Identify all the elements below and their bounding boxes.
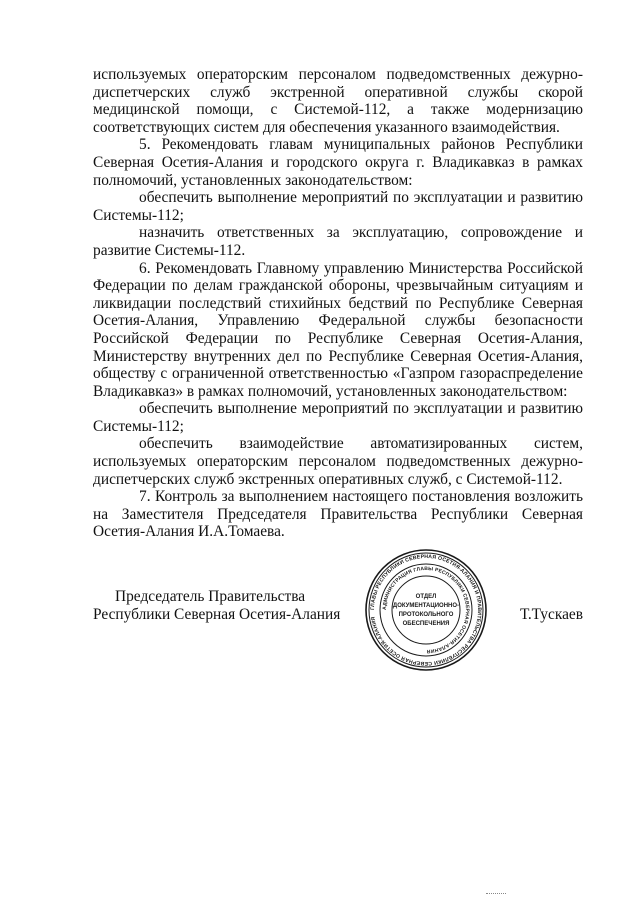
official-seal-stamp xyxy=(364,548,488,672)
seal-inner-text: АДМИНИСТРАЦИЯ ГЛАВЫ РЕСПУБЛИКИ СЕВЕРНАЯ ОСЕТИЯ-АЛАНИЯ xyxy=(381,565,471,655)
paragraph-item-5-sub-2: назначить ответственных за эксплуатацию, сопровождение и развитие Системы-112. xyxy=(93,224,583,259)
signatory-title-line-1: Председатель Правительства xyxy=(115,588,306,605)
document-body xyxy=(93,66,583,541)
seal-center-line-4: ОБЕСПЕЧЕНИЯ xyxy=(402,621,450,627)
seal-inner-ring xyxy=(392,576,460,644)
paragraph-item-5-sub-1: обеспечить выполнение мероприятий по эксплуатации и развитию Системы-112; xyxy=(93,189,583,224)
signatory-title xyxy=(93,588,340,623)
seal-outer-text: ГЛАВЫ РЕСПУБЛИКИ СЕВЕРНАЯ ОСЕТИЯ-АЛАНИЯ И ПРАВИТЕЛЬСТВА РЕСПУБЛИКИ СЕВЕРНАЯ ОСЕТИЯ-АЛАНИЯ xyxy=(369,553,483,667)
paragraph-continuation: используемых операторским персоналом подведомственных дежурно-диспетчерских служб экстренной оперативной службы скорой медицинской помощи, с Системой-112, а также модернизацию соответствующих систем для обеспечения указанного взаимодействия. xyxy=(93,66,583,136)
seal-center-line-1: ОТДЕЛ xyxy=(415,594,437,600)
seal-center-line-3: ПРОТОКОЛЬНОГО xyxy=(398,612,454,618)
paragraph-item-6-sub-2: обеспечить взаимодействие автоматизированных систем, используемых операторским персоналом подведомственных дежурно-диспетчерских служб экстренных оперативных служб, с Системой-112. xyxy=(93,435,583,488)
signature-block xyxy=(93,588,583,648)
paragraph-item-5: 5. Рекомендовать главам муниципальных районов Республики Северная Осетия-Алания и городского округа г. Владикавказ в рамках полномочий, установленных законодательством: xyxy=(93,136,583,189)
paragraph-item-6: 6. Рекомендовать Главному управлению Министерства Российской Федерации по делам гражданской обороны, чрезвычайным ситуациям и ликвидации последствий стихийных бедствий по Республике Северная Осетия-Алания, Управлению Федеральной службы безопасности Российской Федерации по Республике Северная Осетия-Алания, Министерству внутренних дел по Республике Северная Осетия-Алания, обществу с ограниченной ответственностью «Газпром газораспределение Владикавказ» в рамках полномочий, установленных законодательством: xyxy=(93,259,583,400)
seal-middle-ring xyxy=(380,564,472,656)
signatory-title-line-2: Республики Северная Осетия-Алания xyxy=(93,605,341,623)
signatory-name: Т.Тускаев xyxy=(519,606,583,623)
paragraph-item-6-sub-1: обеспечить выполнение мероприятий по эксплуатации и развитию Системы-112; xyxy=(93,400,583,435)
seal-center-line-2: ДОКУМЕНТАЦИОННО- xyxy=(392,603,460,609)
footer-mark xyxy=(486,893,506,896)
paragraph-item-7: 7. Контроль за выполнением настоящего постановления возложить на Заместителя Председателя Правительства Республики Северная Осетия-Алания И.А.Томаева. xyxy=(93,488,583,541)
